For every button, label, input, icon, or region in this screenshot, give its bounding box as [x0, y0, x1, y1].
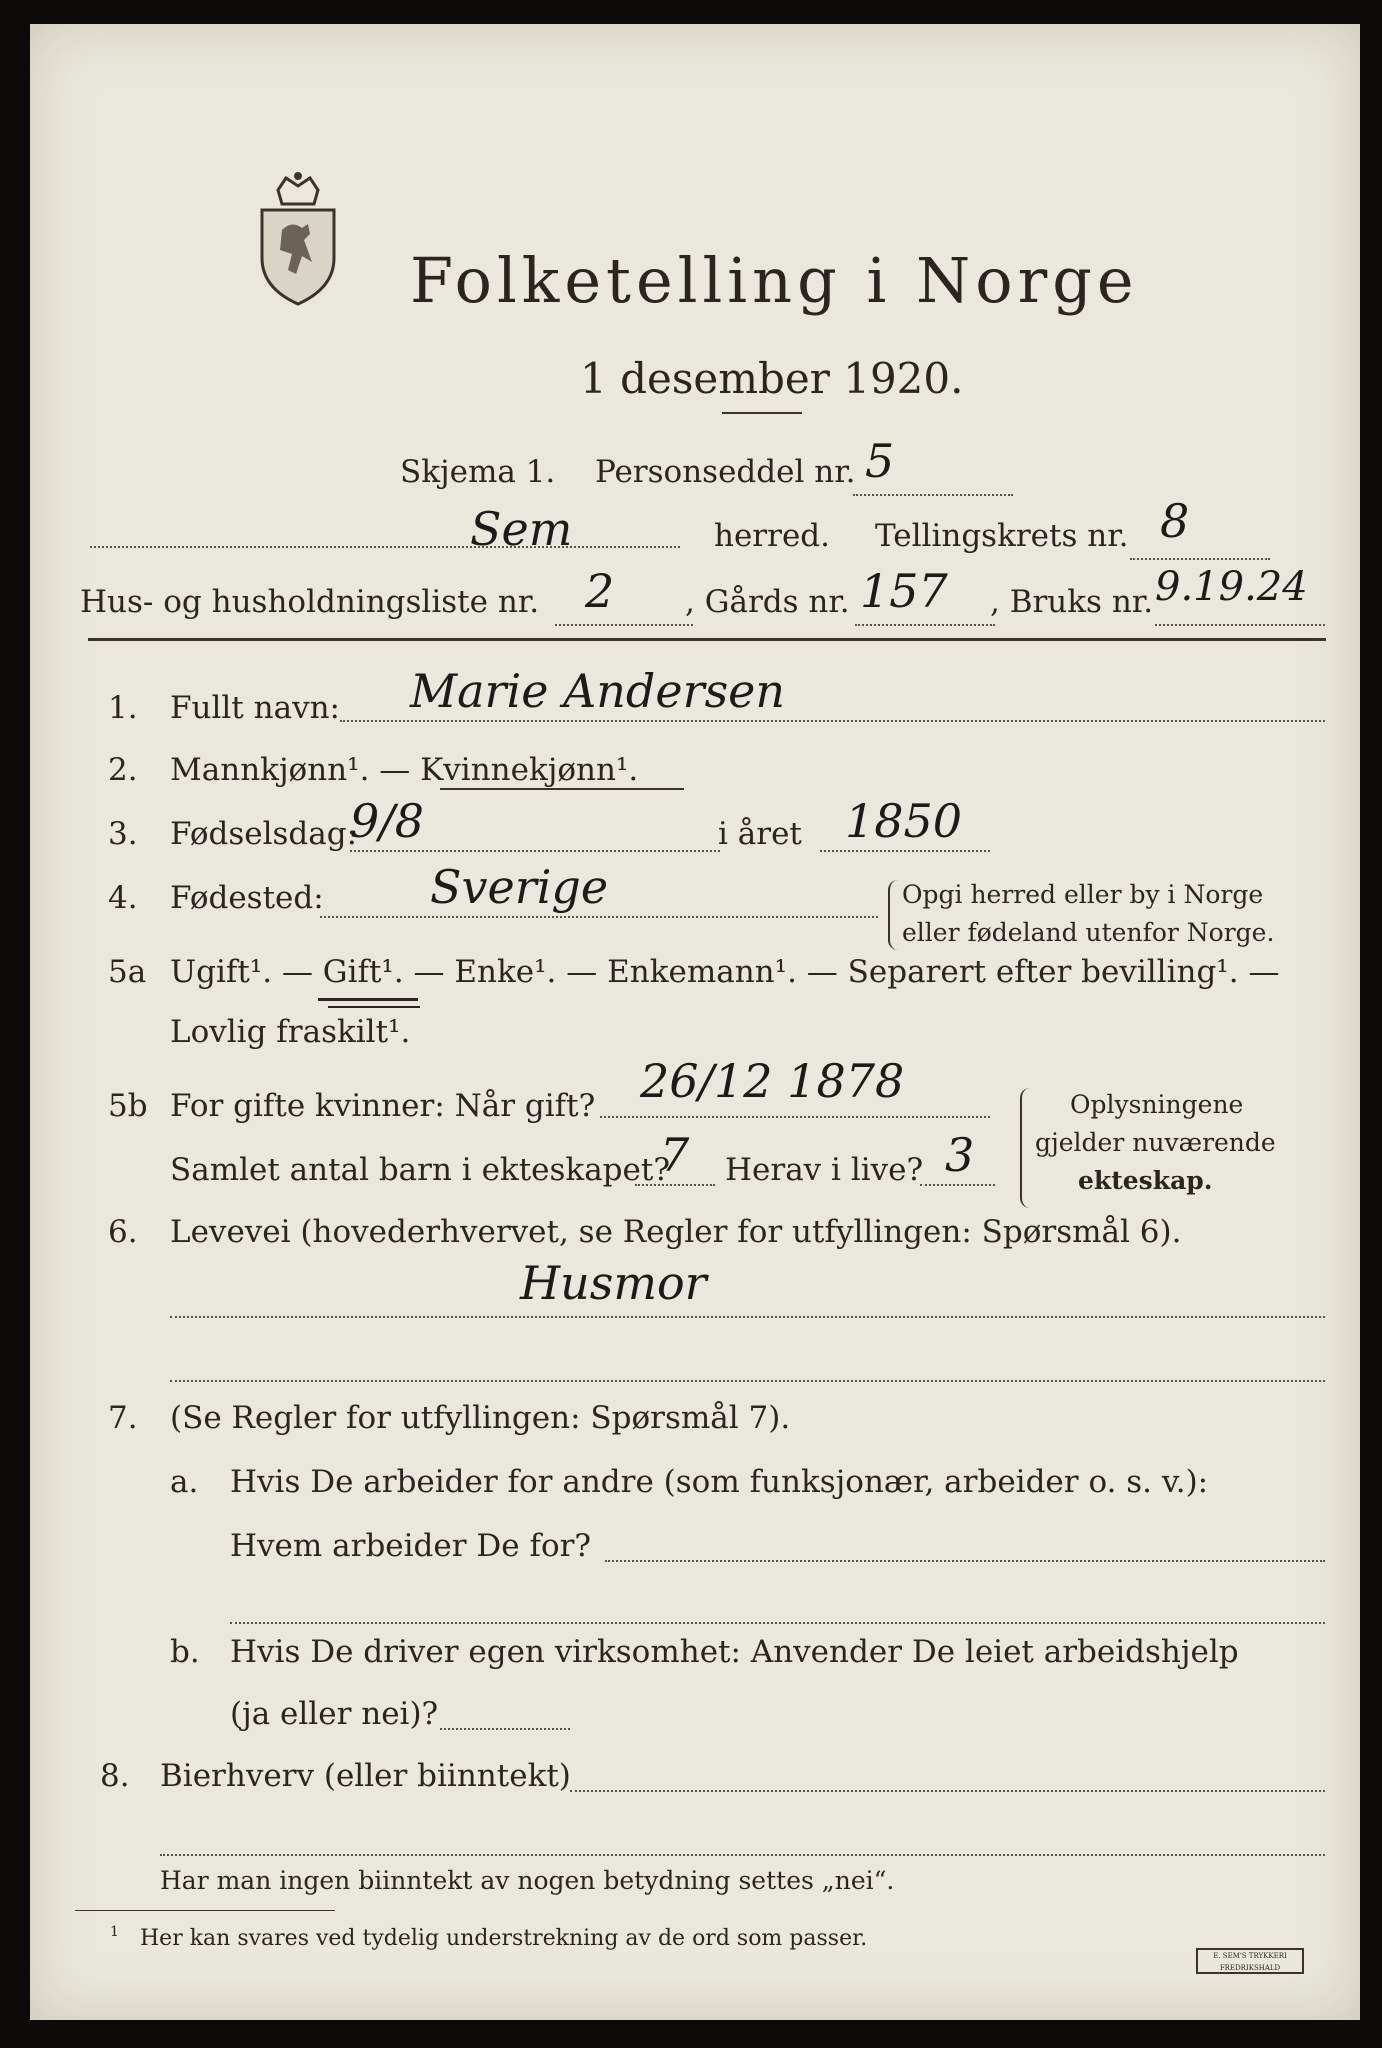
q4-birthplace: Sverige — [430, 860, 609, 914]
title-divider — [722, 412, 802, 414]
q2-label: Mannkjønn¹. — Kvinnekjønn¹. — [170, 752, 639, 788]
q2-number: 2. — [108, 752, 138, 788]
q5b-note-line3: ekteskap. — [1078, 1166, 1213, 1195]
q7-number: 7. — [108, 1400, 138, 1436]
herred-value: Sem — [470, 502, 573, 556]
q7b-line1: Hvis De driver egen virksomhet: Anvender De leiet arbeidshjelp — [230, 1634, 1239, 1670]
bruks-value: 9.19.24 — [1155, 564, 1308, 610]
q5b-number: 5b — [108, 1088, 148, 1124]
q7a-line1: Hvis De arbeider for andre (som funksjonær, arbeider o. s. v.): — [230, 1464, 1209, 1500]
gards-value: 157 — [860, 564, 948, 618]
hus-value: 2 — [585, 564, 615, 618]
q1-full-name: Marie Andersen — [410, 664, 786, 718]
census-form — [30, 24, 1360, 2020]
q5b-note-line2: gjelder nuværende — [1035, 1128, 1276, 1157]
q3-birth-year: 1850 — [845, 794, 963, 848]
q7b-line2: (ja eller nei)? — [230, 1696, 439, 1732]
q6-label: Levevei (hovederhvervet, se Regler for utfyllingen: Spørsmål 6). — [170, 1214, 1182, 1250]
q5b-label: For gifte kvinner: Når gift? — [170, 1088, 596, 1124]
q5a-line1: Ugift¹. — Gift¹. — Enke¹. — Enkemann¹. — Separert efter bevilling¹. — — [170, 954, 1280, 990]
form-title: Folketelling i Norge — [410, 244, 1139, 317]
q3-birthday: 9/8 — [350, 794, 425, 848]
q7-label: (Se Regler for utfyllingen: Spørsmål 7). — [170, 1400, 791, 1436]
q8-label: Bierhverv (eller biinntekt) — [160, 1758, 571, 1794]
q4-note-line2: eller fødeland utenfor Norge. — [902, 918, 1275, 947]
q3-number: 3. — [108, 816, 138, 852]
q8-number: 8. — [100, 1758, 130, 1794]
q5a-number: 5a — [108, 954, 147, 990]
q4-label: Fødested: — [170, 880, 324, 916]
q5b-alive-value: 3 — [945, 1128, 975, 1182]
q5a-line2: Lovlig fraskilt¹. — [170, 1014, 411, 1050]
herred-label: herred. — [714, 518, 830, 554]
bruks-label: , Bruks nr. — [990, 584, 1154, 620]
footnote-text: Her kan svares ved tydelig understrekning av de ord som passer. — [140, 1926, 868, 1951]
kvinnekjonn-underline — [440, 788, 684, 790]
q4-note-line1: Opgi herred eller by i Norge — [902, 880, 1264, 909]
tellingskrets-label: Tellingskrets nr. — [875, 518, 1129, 554]
footnote-mark: 1 — [110, 1924, 119, 1940]
q4-number: 4. — [108, 880, 138, 916]
gards-label: , Gårds nr. — [685, 584, 850, 620]
footnote-divider — [75, 1910, 335, 1911]
q6-occupation: Husmor — [520, 1256, 707, 1310]
q5b-children-label: Samlet antal barn i ekteskapet? — [170, 1152, 670, 1188]
hus-label: Hus- og husholdningsliste nr. — [80, 584, 540, 620]
no-income-note: Har man ingen biinntekt av nogen betydning settes „nei“. — [160, 1866, 895, 1895]
tellingskrets-value: 8 — [1160, 494, 1190, 548]
q5b-note-line1: Oplysningene — [1070, 1090, 1244, 1119]
personseddel-value: 5 — [865, 434, 895, 488]
q7b-number: b. — [170, 1634, 200, 1670]
q5b-alive-label: Herav i live? — [725, 1152, 924, 1188]
personseddel-label: Personseddel nr. — [595, 454, 856, 490]
gift-underline — [318, 998, 418, 1001]
q1-label: Fullt navn: — [170, 690, 340, 726]
printer-stamp: E. SEM'S TRYKKERI FREDRIKSHALD — [1196, 1948, 1304, 1974]
q3-label: Fødselsdag: — [170, 816, 358, 852]
q7a-line2: Hvem arbeider De for? — [230, 1528, 592, 1564]
q3-year-label: i året — [718, 816, 802, 852]
skjema-label: Skjema 1. — [400, 454, 556, 490]
census-date: 1 desember 1920. — [580, 354, 964, 403]
header-divider — [88, 638, 1326, 641]
coat-of-arms-icon — [248, 170, 348, 310]
q1-number: 1. — [108, 690, 138, 726]
q5b-marriage-date: 26/12 1878 — [640, 1054, 905, 1108]
q6-number: 6. — [108, 1214, 138, 1250]
q5b-children-value: 7 — [660, 1128, 690, 1182]
q7a-number: a. — [170, 1464, 199, 1500]
